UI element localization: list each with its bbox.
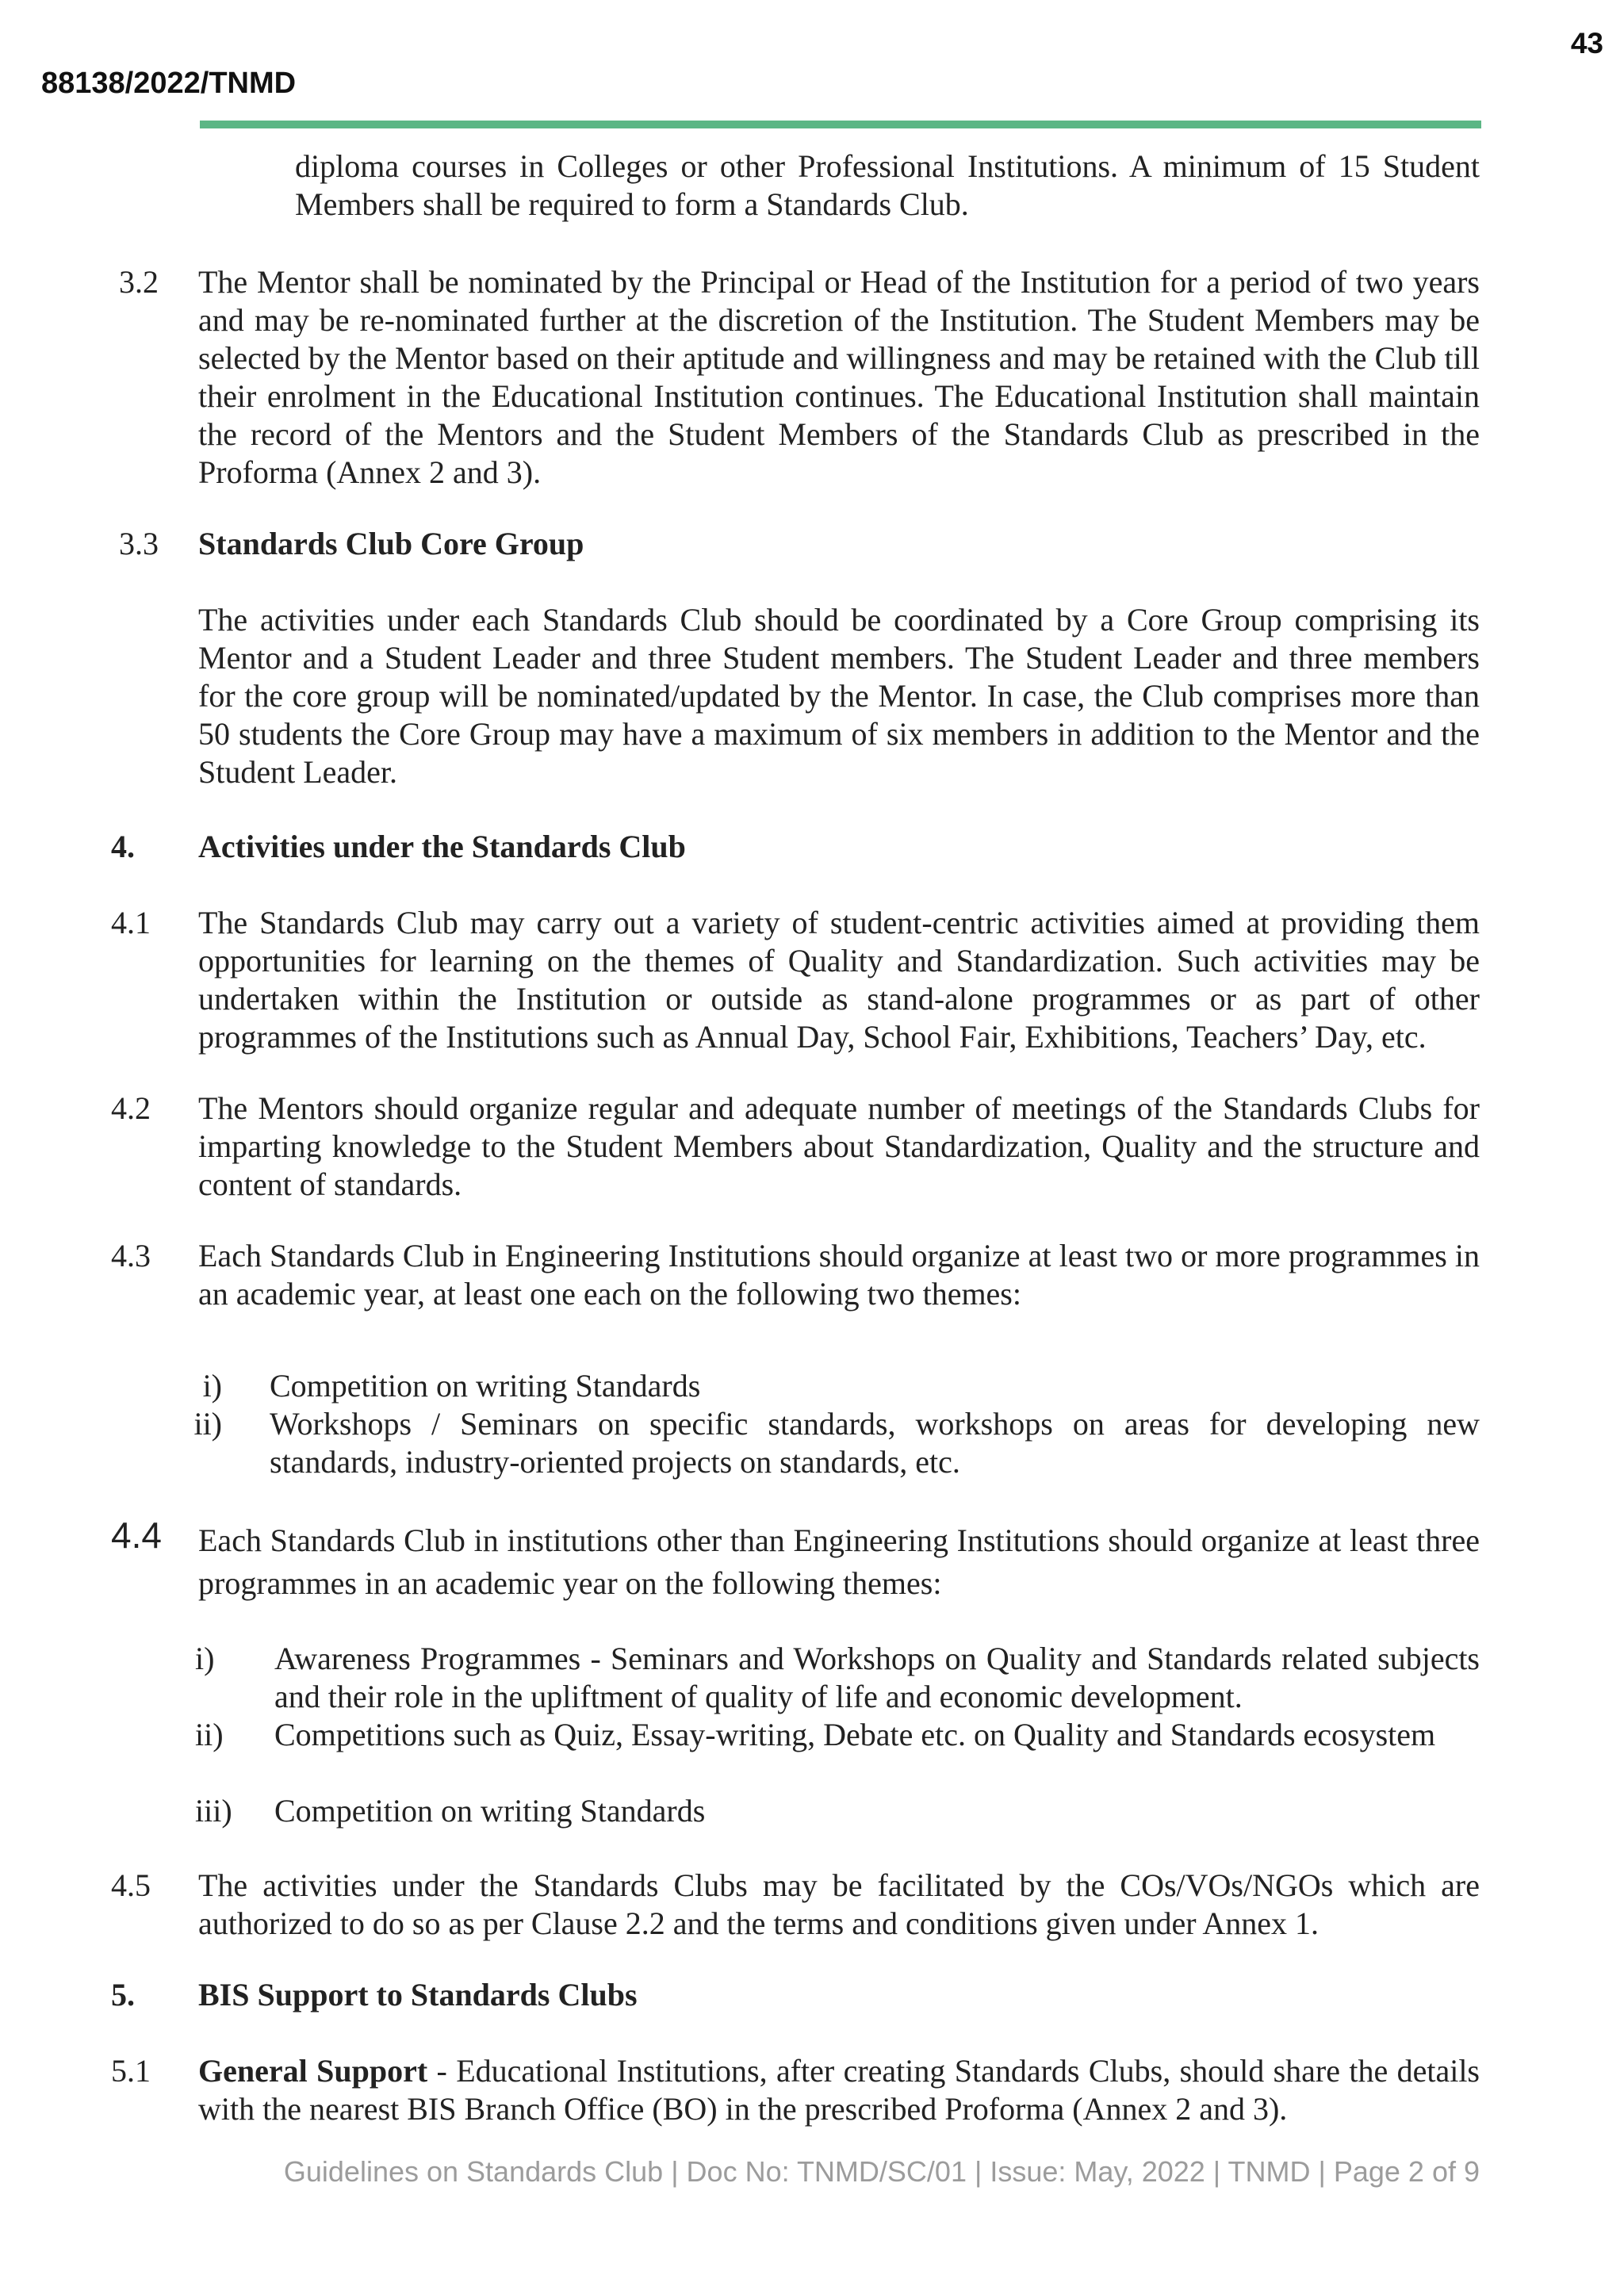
page-number: 43 — [1570, 27, 1603, 59]
section-heading: Standards Club Core Group — [198, 526, 584, 561]
list-item-text: Workshops / Seminars on specific standards, workshops on areas for developing new standards, industry-oriented projects on standards, etc. — [270, 1406, 1480, 1480]
section-text: Each Standards Club in institutions other than Engineering Institutions should organize at least three programmes in an academic year on the following themes: — [198, 1522, 1480, 1601]
section-number: 5. — [111, 1977, 135, 2013]
section-number: 4.5 — [111, 1867, 151, 1903]
section-number: 5.1 — [111, 2053, 151, 2089]
list-item-text: Competition on writing Standards — [274, 1793, 706, 1829]
document-reference: 88138/2022/TNMD — [41, 67, 297, 100]
section-text: The Mentors should organize regular and adequate number of meetings of the Standards Clubs for imparting knowledge to the Student Members about Standardization, Quality and the structure and content of standards. — [198, 1090, 1480, 1202]
list-item-text: Competition on writing Standards — [270, 1368, 701, 1404]
section-text: Each Standards Club in Engineering Institutions should organize at least two or more programmes in an academic year, at least one each on the following two themes: — [198, 1238, 1480, 1312]
section-number: 3.2 — [119, 264, 159, 300]
section-number: 4.2 — [111, 1090, 151, 1126]
section-heading: Activities under the Standards Club — [198, 829, 686, 864]
section-number: 4.3 — [111, 1238, 151, 1273]
section-number: 3.3 — [119, 526, 159, 561]
section-text: The activities under the Standards Clubs may be facilitated by the COs/VOs/NGOs which are authorized to do so as per Clause 2.2 and the terms and conditions given under Annex 1. — [198, 1867, 1480, 1941]
list-item-number: ii) — [195, 1717, 224, 1752]
list-item-number: iii) — [195, 1793, 232, 1829]
section-heading: BIS Support to Standards Clubs — [198, 1977, 638, 2013]
section-text: The Mentor shall be nominated by the Principal or Head of the Institution for a period of two years and may be re-nominated further at the discretion of the Institution. The Student Members may be selected by the Mentor based on their aptitude and willingness and may be retained with the Club till their enrolment in the Educational Institution continues. The Educational Institution shall maintain the record of the Mentors and the Student Members of the Standards Club as prescribed in the Proforma (Annex 2 and 3). — [198, 264, 1480, 490]
intro-paragraph: diploma courses in Colleges or other Professional Institutions. A minimum of 15 Student Members shall be required to form a Standards Club. — [295, 148, 1480, 222]
page-footer: Guidelines on Standards Club | Doc No: TNMD/SC/01 | Issue: May, 2022 | TNMD | Page 2 of 9 — [283, 2155, 1480, 2188]
section-lead-text: - Educational Institutions, after creating Standards Clubs, should share the details with the nearest BIS Branch Office (BO) in the prescribed Proforma (Annex 2 and 3). — [198, 2053, 1480, 2127]
list-item-text: Awareness Programmes - Seminars and Workshops on Quality and Standards related subjects and their role in the upliftment of quality of life and economic development. — [274, 1641, 1480, 1714]
section-text — [198, 2052, 1480, 2128]
section-number: 4. — [111, 829, 135, 864]
list-item-number: i) — [195, 1641, 215, 1676]
section-text: The Standards Club may carry out a variety of student-centric activities aimed at providing them opportunities for learning on the themes of Quality and Standardization. Such activities may be undertaken within the Institution or outside as stand-alone programmes or as part of other programmes of the Institutions such as Annual Day, School Fair, Exhibitions, Teachers’ Day, etc. — [198, 905, 1480, 1055]
list-item-number: i) — [202, 1368, 222, 1404]
section-lead: General Support — [198, 2053, 428, 2089]
list-item-text: Competitions such as Quiz, Essay-writing, Debate etc. on Quality and Standards ecosystem — [274, 1717, 1436, 1752]
section-number: 4.4 — [111, 1515, 162, 1556]
header-divider — [200, 121, 1481, 128]
section-text: The activities under each Standards Club should be coordinated by a Core Group comprising its Mentor and a Student Leader and three Student members. The Student Leader and three members for the core group will be nominated/updated by the Mentor. In case, the Club comprises more than 50 students the Core Group may have a maximum of six members in addition to the Mentor and the Student Leader. — [198, 602, 1480, 790]
section-number: 4.1 — [111, 905, 151, 940]
list-item-number: ii) — [193, 1406, 222, 1442]
